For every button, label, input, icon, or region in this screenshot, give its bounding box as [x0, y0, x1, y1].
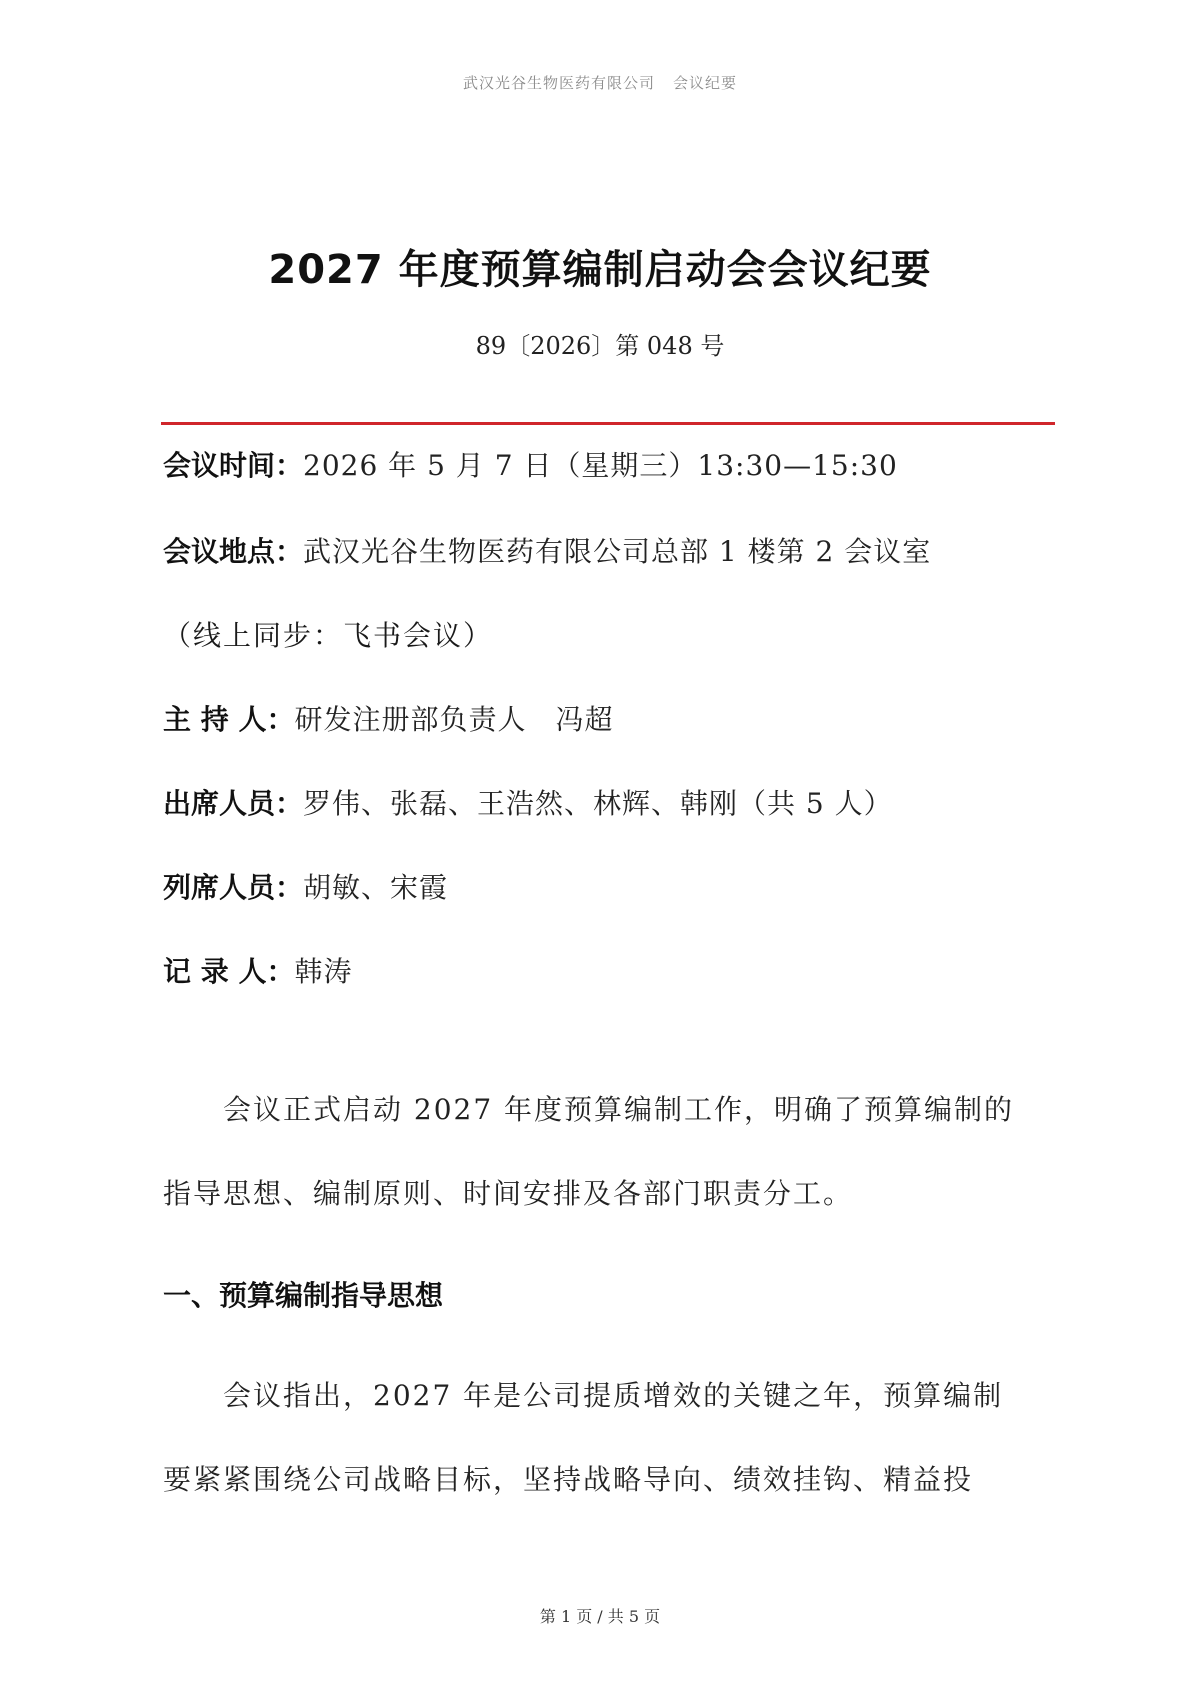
intro-paragraph-line2: 指导思想、编制原则、时间安排及各部门职责分工。	[163, 1177, 854, 1210]
meeting-location-value: 武汉光谷生物医药有限公司总部 1 楼第 2 会议室	[303, 535, 932, 568]
meeting-location-cont: （线上同步：飞书会议）	[163, 619, 494, 652]
observers-label: 列席人员：	[163, 871, 304, 904]
page-footer: 第 1 页 / 共 5 页	[539, 1607, 661, 1626]
running-header	[0, 72, 1200, 93]
attendees-row	[163, 784, 1055, 824]
header-doc-type: 会议纪要	[673, 74, 738, 92]
host-row	[163, 700, 1055, 740]
document-number: 89〔2026〕第 048 号	[475, 332, 725, 360]
attendees-value: 罗伟、张磊、王浩然、林辉、韩刚（共 5 人）	[303, 787, 893, 820]
section1-paragraph-line1: 会议指出，2027 年是公司提质增效的关键之年，预算编制	[163, 1379, 1004, 1412]
document-title: 2027 年度预算编制启动会会议纪要	[268, 247, 932, 293]
meeting-time-value: 2026 年 5 月 7 日（星期三）13:30—15:30	[303, 449, 898, 482]
meeting-location-label: 会议地点：	[163, 535, 304, 568]
host-label: 主 持 人：	[163, 703, 295, 736]
meeting-time-row	[163, 446, 1055, 486]
attendees-label: 出席人员：	[163, 787, 304, 820]
recorder-row	[163, 952, 1055, 992]
red-divider	[161, 422, 1055, 425]
section-heading-1: 一、预算编制指导思想	[163, 1279, 444, 1312]
header-company: 武汉光谷生物医药有限公司	[462, 74, 655, 92]
meeting-location-row	[163, 532, 1055, 572]
meeting-time-label: 会议时间：	[163, 449, 304, 482]
section1-paragraph-line2: 要紧紧围绕公司战略目标，坚持战略导向、绩效挂钩、精益投	[163, 1463, 974, 1496]
observers-row	[163, 868, 1055, 908]
observers-value: 胡敏、宋霞	[303, 871, 449, 904]
host-value: 研发注册部负责人 冯超	[294, 703, 614, 736]
intro-paragraph-line1: 会议正式启动 2027 年度预算编制工作，明确了预算编制的	[163, 1093, 1015, 1126]
recorder-value: 韩涛	[294, 955, 353, 988]
recorder-label: 记 录 人：	[163, 955, 295, 988]
